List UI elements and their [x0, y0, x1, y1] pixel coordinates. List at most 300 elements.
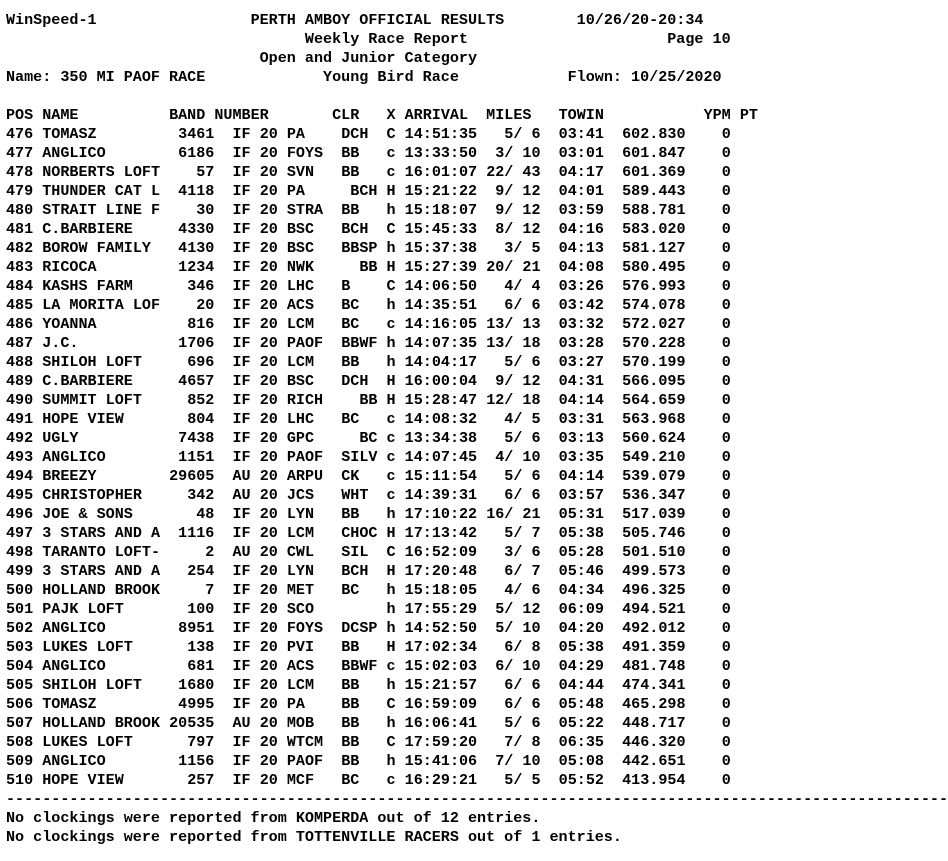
pt-cell: 0: [721, 467, 731, 485]
race-report: [6, 11, 948, 847]
x-cell: h: [386, 505, 396, 523]
ypm-cell: 549.210: [622, 448, 686, 466]
color-cell: BB: [341, 258, 378, 276]
country-cell: IF: [232, 182, 251, 200]
name-cell: LUKES LOFT: [42, 733, 161, 751]
miles-cell: 16/ 21: [486, 505, 541, 523]
miles-cell: 8/ 12: [486, 220, 541, 238]
table-row: [6, 334, 948, 353]
club-cell: ARPU: [286, 467, 324, 485]
column-header: ARRIVAL: [404, 106, 469, 124]
band-cell: 57: [169, 163, 215, 181]
band-cell: 1156: [169, 752, 215, 770]
towin-cell: 04:17: [558, 163, 604, 181]
table-row: [6, 296, 948, 315]
year-cell: 20: [259, 239, 278, 257]
year-cell: 20: [259, 581, 278, 599]
towin-cell: 06:35: [558, 733, 604, 751]
club-cell: SVN: [286, 163, 324, 181]
miles-cell: 4/ 5: [486, 410, 541, 428]
ypm-cell: 481.748: [622, 657, 686, 675]
arrival-cell: 13:34:38: [404, 429, 478, 447]
miles-cell: 5/ 6: [486, 467, 541, 485]
x-cell: c: [386, 410, 396, 428]
towin-cell: 05:52: [558, 771, 604, 789]
name-cell: BREEZY: [42, 467, 161, 485]
arrival-cell: 14:35:51: [404, 296, 478, 314]
arrival-cell: 17:59:20: [404, 733, 478, 751]
pos-cell: 476: [6, 125, 34, 143]
towin-cell: 05:48: [558, 695, 604, 713]
pt-cell: 0: [721, 581, 731, 599]
ypm-cell: 588.781: [622, 201, 686, 219]
year-cell: 20: [259, 676, 278, 694]
header-line-2: [6, 30, 948, 49]
ypm-cell: 536.347: [622, 486, 686, 504]
arrival-cell: 15:21:57: [404, 676, 478, 694]
pos-cell: 491: [6, 410, 34, 428]
table-row: [6, 733, 948, 752]
band-cell: 1151: [169, 448, 215, 466]
country-cell: IF: [232, 144, 251, 162]
color-cell: BC: [341, 315, 378, 333]
pt-cell: 0: [721, 524, 731, 542]
ypm-cell: 570.228: [622, 334, 686, 352]
pt-cell: 0: [721, 619, 731, 637]
x-cell: h: [386, 752, 396, 770]
towin-cell: 05:38: [558, 638, 604, 656]
pt-cell: 0: [721, 239, 731, 257]
color-cell: SILV: [341, 448, 378, 466]
arrival-cell: 14:06:50: [404, 277, 478, 295]
arrival-cell: 17:55:29: [404, 600, 478, 618]
club-cell: JCS: [286, 486, 324, 504]
towin-cell: 05:46: [558, 562, 604, 580]
pt-cell: 0: [721, 771, 731, 789]
year-cell: 20: [259, 448, 278, 466]
band-cell: 4657: [169, 372, 215, 390]
table-row: [6, 315, 948, 334]
footer-line: No clockings were reported from TOTTENVILLE RACERS out of 1 entries.: [6, 828, 622, 846]
arrival-cell: 14:52:50: [404, 619, 478, 637]
pos-cell: 498: [6, 543, 34, 561]
year-cell: 20: [259, 220, 278, 238]
pos-cell: 487: [6, 334, 34, 352]
name-cell: J.C.: [42, 334, 161, 352]
pos-cell: 505: [6, 676, 34, 694]
pt-cell: 0: [721, 562, 731, 580]
towin-cell: 03:01: [558, 144, 604, 162]
arrival-cell: 16:06:41: [404, 714, 478, 732]
pos-cell: 479: [6, 182, 34, 200]
separator-line: --------------------------------------------------------------------------------------------------------: [6, 790, 948, 808]
pt-cell: 0: [721, 353, 731, 371]
miles-cell: 6/ 6: [486, 695, 541, 713]
pt-cell: 0: [721, 201, 731, 219]
name-cell: C.BARBIERE: [42, 220, 161, 238]
club-cell: BSC: [286, 239, 324, 257]
miles-cell: 3/ 6: [486, 543, 541, 561]
pt-cell: 0: [721, 448, 731, 466]
band-cell: 804: [169, 410, 215, 428]
arrival-cell: 14:08:32: [404, 410, 478, 428]
arrival-cell: 17:13:42: [404, 524, 478, 542]
x-cell: h: [386, 676, 396, 694]
country-cell: IF: [232, 429, 251, 447]
towin-cell: 03:31: [558, 410, 604, 428]
color-cell: BB: [341, 676, 378, 694]
arrival-cell: 15:28:47: [404, 391, 478, 409]
band-cell: 342: [169, 486, 215, 504]
towin-cell: 04:08: [558, 258, 604, 276]
x-cell: c: [386, 163, 396, 181]
club-cell: LYN: [286, 562, 324, 580]
pt-cell: 0: [721, 638, 731, 656]
band-cell: 7438: [169, 429, 215, 447]
x-cell: c: [386, 144, 396, 162]
name-cell: BOROW FAMILY: [42, 239, 161, 257]
miles-cell: 6/ 8: [486, 638, 541, 656]
country-cell: IF: [232, 391, 251, 409]
name-cell: C.BARBIERE: [42, 372, 161, 390]
table-row: [6, 239, 948, 258]
club-cell: BSC: [286, 220, 324, 238]
name-cell: RICOCA: [42, 258, 161, 276]
miles-cell: 5/ 6: [486, 429, 541, 447]
pt-cell: 0: [721, 258, 731, 276]
pos-cell: 490: [6, 391, 34, 409]
club-cell: PVI: [286, 638, 324, 656]
color-cell: BB: [341, 391, 378, 409]
country-cell: IF: [232, 353, 251, 371]
name-cell: UGLY: [42, 429, 161, 447]
arrival-cell: 17:10:22: [404, 505, 478, 523]
miles-cell: 4/ 10: [486, 448, 541, 466]
color-cell: BB: [341, 695, 378, 713]
club-cell: LHC: [286, 410, 324, 428]
towin-cell: 04:14: [558, 467, 604, 485]
towin-cell: 03:35: [558, 448, 604, 466]
report-datetime: 10/26/20-20:34: [576, 11, 704, 29]
name-cell: THUNDER CAT L: [42, 182, 161, 200]
year-cell: 20: [259, 543, 278, 561]
x-cell: h: [386, 619, 396, 637]
year-cell: 20: [259, 619, 278, 637]
color-cell: BBSP: [341, 239, 378, 257]
club-cell: FOYS: [286, 619, 324, 637]
table-row: [6, 372, 948, 391]
miles-cell: 6/ 6: [486, 676, 541, 694]
color-cell: WHT: [341, 486, 378, 504]
column-header: YPM: [703, 106, 731, 124]
country-cell: IF: [232, 771, 251, 789]
ypm-cell: 474.341: [622, 676, 686, 694]
pt-cell: 0: [721, 277, 731, 295]
color-cell: BCH: [341, 182, 378, 200]
year-cell: 20: [259, 486, 278, 504]
pt-cell: 0: [721, 714, 731, 732]
club-cell: PA: [286, 182, 324, 200]
towin-cell: 03:32: [558, 315, 604, 333]
miles-cell: 6/ 10: [486, 657, 541, 675]
year-cell: 20: [259, 524, 278, 542]
header-line-3: [6, 49, 948, 68]
year-cell: 20: [259, 562, 278, 580]
pos-cell: 507: [6, 714, 34, 732]
name-cell: SHILOH LOFT: [42, 353, 161, 371]
pos-cell: 492: [6, 429, 34, 447]
arrival-cell: 15:11:54: [404, 467, 478, 485]
club-cell: ACS: [286, 296, 324, 314]
ypm-cell: 501.510: [622, 543, 686, 561]
ypm-cell: 570.199: [622, 353, 686, 371]
club-cell: BSC: [286, 372, 324, 390]
color-cell: SIL: [341, 543, 378, 561]
color-cell: CHOC: [341, 524, 378, 542]
name-cell: ANGLICO: [42, 144, 161, 162]
ypm-cell: 539.079: [622, 467, 686, 485]
pos-cell: 496: [6, 505, 34, 523]
club-cell: MOB: [286, 714, 324, 732]
pos-cell: 509: [6, 752, 34, 770]
club-cell: PAOF: [286, 334, 324, 352]
towin-cell: 04:16: [558, 220, 604, 238]
x-cell: c: [386, 771, 396, 789]
miles-cell: 5/ 10: [486, 619, 541, 637]
band-cell: 4330: [169, 220, 215, 238]
table-row: [6, 258, 948, 277]
arrival-cell: 17:20:48: [404, 562, 478, 580]
band-cell: 1680: [169, 676, 215, 694]
year-cell: 20: [259, 163, 278, 181]
miles-cell: 3/ 5: [486, 239, 541, 257]
flown-date: Flown: 10/25/2020: [567, 68, 722, 86]
country-cell: IF: [232, 410, 251, 428]
pos-cell: 501: [6, 600, 34, 618]
name-cell: 3 STARS AND A: [42, 524, 161, 542]
club-cell: STRA: [286, 201, 324, 219]
color-cell: BB: [341, 163, 378, 181]
arrival-cell: 15:45:33: [404, 220, 478, 238]
band-cell: 346: [169, 277, 215, 295]
pt-cell: 0: [721, 733, 731, 751]
table-row: [6, 467, 948, 486]
year-cell: 20: [259, 638, 278, 656]
x-cell: H: [386, 562, 396, 580]
color-cell: DCH: [341, 372, 378, 390]
x-cell: c: [386, 657, 396, 675]
band-cell: 7: [169, 581, 215, 599]
race-type: Young Bird Race: [323, 68, 459, 86]
name-cell: LUKES LOFT: [42, 638, 161, 656]
towin-cell: 04:44: [558, 676, 604, 694]
ypm-cell: 566.095: [622, 372, 686, 390]
band-cell: 100: [169, 600, 215, 618]
year-cell: 20: [259, 201, 278, 219]
pt-cell: 0: [721, 296, 731, 314]
miles-cell: 9/ 12: [486, 201, 541, 219]
column-header: X: [386, 106, 396, 124]
color-cell: BBWF: [341, 334, 378, 352]
report-category: Open and Junior Category: [259, 49, 478, 67]
band-cell: 257: [169, 771, 215, 789]
club-cell: RICH: [286, 391, 324, 409]
ypm-cell: 583.020: [622, 220, 686, 238]
pt-cell: 0: [721, 125, 731, 143]
x-cell: h: [386, 581, 396, 599]
towin-cell: 03:26: [558, 277, 604, 295]
x-cell: H: [386, 638, 396, 656]
country-cell: AU: [232, 543, 251, 561]
color-cell: BCH: [341, 562, 378, 580]
year-cell: 20: [259, 714, 278, 732]
pt-cell: 0: [721, 676, 731, 694]
band-cell: 20535: [169, 714, 215, 732]
country-cell: AU: [232, 467, 251, 485]
arrival-cell: 16:00:04: [404, 372, 478, 390]
arrival-cell: 14:16:05: [404, 315, 478, 333]
band-cell: 254: [169, 562, 215, 580]
color-cell: DCH: [341, 125, 378, 143]
x-cell: C: [386, 695, 396, 713]
pos-cell: 499: [6, 562, 34, 580]
country-cell: IF: [232, 448, 251, 466]
ypm-cell: 496.325: [622, 581, 686, 599]
miles-cell: 13/ 13: [486, 315, 541, 333]
color-cell: BC: [341, 771, 378, 789]
towin-cell: 04:29: [558, 657, 604, 675]
club-cell: MET: [286, 581, 324, 599]
pt-cell: 0: [721, 372, 731, 390]
table-row: [6, 486, 948, 505]
ypm-cell: 589.443: [622, 182, 686, 200]
color-cell: BC: [341, 410, 378, 428]
band-cell: 29605: [169, 467, 215, 485]
miles-cell: 7/ 8: [486, 733, 541, 751]
name-cell: YOANNA: [42, 315, 161, 333]
x-cell: C: [386, 733, 396, 751]
x-cell: c: [386, 486, 396, 504]
miles-cell: 6/ 6: [486, 296, 541, 314]
band-cell: 8951: [169, 619, 215, 637]
pos-cell: 480: [6, 201, 34, 219]
club-cell: LYN: [286, 505, 324, 523]
table-row: [6, 201, 948, 220]
year-cell: 20: [259, 429, 278, 447]
x-cell: H: [386, 391, 396, 409]
name-cell: JOE & SONS: [42, 505, 161, 523]
country-cell: IF: [232, 695, 251, 713]
towin-cell: 04:34: [558, 581, 604, 599]
column-header: NAME: [42, 106, 79, 124]
towin-cell: 06:09: [558, 600, 604, 618]
club-cell: LCM: [286, 524, 324, 542]
miles-cell: 6/ 7: [486, 562, 541, 580]
table-row: [6, 505, 948, 524]
year-cell: 20: [259, 334, 278, 352]
ypm-cell: 601.847: [622, 144, 686, 162]
arrival-cell: 14:07:45: [404, 448, 478, 466]
name-cell: HOPE VIEW: [42, 771, 161, 789]
table-row: [6, 277, 948, 296]
club-cell: LHC: [286, 277, 324, 295]
name-cell: CHRISTOPHER: [42, 486, 161, 504]
band-cell: 4118: [169, 182, 215, 200]
table-row: [6, 657, 948, 676]
country-cell: IF: [232, 638, 251, 656]
table-row: [6, 600, 948, 619]
x-cell: h: [386, 353, 396, 371]
arrival-cell: 16:29:21: [404, 771, 478, 789]
table-row: [6, 163, 948, 182]
color-cell: [341, 600, 377, 618]
year-cell: 20: [259, 771, 278, 789]
miles-cell: 22/ 43: [486, 163, 541, 181]
arrival-cell: 15:02:03: [404, 657, 478, 675]
miles-cell: 4/ 6: [486, 581, 541, 599]
x-cell: h: [386, 714, 396, 732]
pt-cell: 0: [721, 752, 731, 770]
country-cell: IF: [232, 752, 251, 770]
pos-cell: 508: [6, 733, 34, 751]
country-cell: IF: [232, 505, 251, 523]
club-cell: MCF: [286, 771, 324, 789]
ypm-cell: 601.369: [622, 163, 686, 181]
year-cell: 20: [259, 182, 278, 200]
towin-cell: 04:31: [558, 372, 604, 390]
color-cell: BB: [341, 201, 378, 219]
arrival-cell: 14:04:17: [404, 353, 478, 371]
x-cell: c: [386, 448, 396, 466]
towin-cell: 04:14: [558, 391, 604, 409]
x-cell: c: [386, 315, 396, 333]
miles-cell: 5/ 7: [486, 524, 541, 542]
ypm-cell: 560.624: [622, 429, 686, 447]
ypm-cell: 413.954: [622, 771, 686, 789]
pt-cell: 0: [721, 410, 731, 428]
column-header: TOWIN: [558, 106, 604, 124]
table-row: [6, 410, 948, 429]
band-cell: 30: [169, 201, 215, 219]
ypm-cell: 494.521: [622, 600, 686, 618]
color-cell: BB: [341, 752, 378, 770]
arrival-cell: 14:51:35: [404, 125, 478, 143]
country-cell: IF: [232, 296, 251, 314]
x-cell: C: [386, 125, 396, 143]
x-cell: C: [386, 277, 396, 295]
column-header: PT: [739, 106, 758, 124]
page-number: Page 10: [667, 30, 731, 48]
x-cell: H: [386, 258, 396, 276]
miles-cell: 5/ 6: [486, 714, 541, 732]
pos-cell: 493: [6, 448, 34, 466]
towin-cell: 04:20: [558, 619, 604, 637]
country-cell: IF: [232, 657, 251, 675]
year-cell: 20: [259, 600, 278, 618]
x-cell: H: [386, 524, 396, 542]
table-row: [6, 714, 948, 733]
pt-cell: 0: [721, 391, 731, 409]
year-cell: 20: [259, 315, 278, 333]
arrival-cell: 15:41:06: [404, 752, 478, 770]
miles-cell: 4/ 4: [486, 277, 541, 295]
pos-cell: 497: [6, 524, 34, 542]
footer-line: No clockings were reported from KOMPERDA out of 12 entries.: [6, 809, 541, 827]
ypm-cell: 465.298: [622, 695, 686, 713]
pt-cell: 0: [721, 505, 731, 523]
ypm-cell: 581.127: [622, 239, 686, 257]
towin-cell: 05:31: [558, 505, 604, 523]
